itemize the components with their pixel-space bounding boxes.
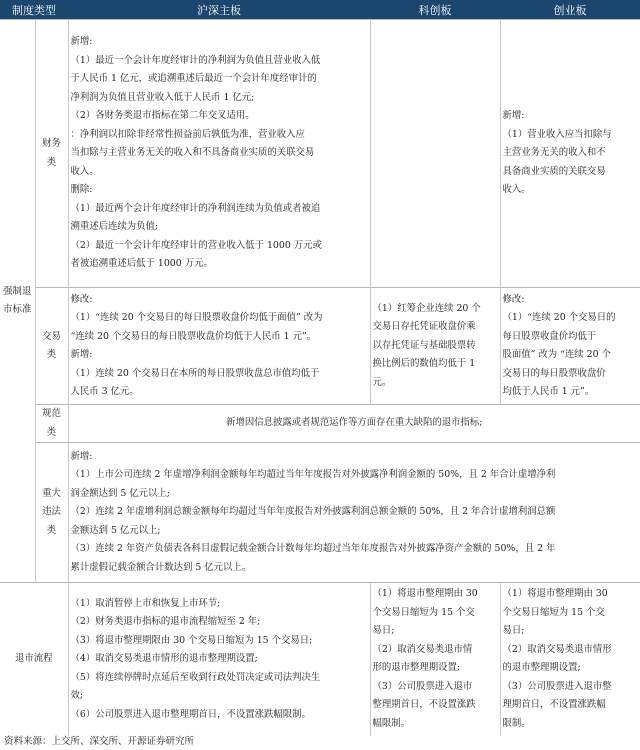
text-line: 交易日的每日股票收盘价 bbox=[502, 367, 606, 379]
trading-chinext bbox=[500, 288, 640, 405]
trading-star-market bbox=[370, 288, 500, 405]
text-line: 于人民币 1 亿元，或追溯重述后最近一个会计年度经审计的 bbox=[70, 73, 317, 85]
process-star-market bbox=[370, 583, 500, 736]
text-line: （3）公司股票进入退市 bbox=[372, 680, 473, 692]
text-line: 新增: bbox=[70, 349, 93, 360]
text-line: （1）将退市整理期由 30 bbox=[502, 588, 608, 600]
text-line: 均低于人民币 1 元”。 bbox=[502, 386, 595, 397]
text-line: （2）连续 2 年虚增利润总额金额每年均超过当年年度报告对外披露利润总额金额的 50%，且 2 年合计虚增利润总额 bbox=[70, 506, 556, 518]
process-chinext bbox=[500, 583, 640, 736]
text-line: 限制。 bbox=[502, 717, 531, 729]
text-line: 易日; bbox=[372, 625, 395, 637]
text-line: （1）“连续 20 个交易日的每日股票收盘价均低于面值” 改为 bbox=[70, 312, 323, 323]
header-star-market: 科创板 bbox=[370, 0, 500, 20]
text-line: 润金额达到 5 亿元以上; bbox=[70, 487, 170, 499]
text-line: 累计虚假记载金额合计数达到 5 亿元以上。 bbox=[70, 561, 252, 573]
text-line: 人民币 3 亿元。 bbox=[70, 386, 139, 397]
text-line: （1）将退市整理期由 30 bbox=[372, 588, 478, 600]
text-line: （1）红筹企业连续 20 个 bbox=[372, 302, 481, 314]
text-line: 主营业务无关的收入和不 bbox=[502, 147, 606, 159]
header-type: 制度类型 bbox=[0, 0, 68, 20]
text-line: 个交易日缩短为 15 个交 bbox=[502, 606, 605, 618]
row-compliance bbox=[0, 405, 640, 443]
text-line: 具备商业实质的关联交易 bbox=[502, 165, 606, 177]
row-illegal bbox=[0, 443, 640, 583]
text-line: （1）最近两个会计年度经审计的净利润连续为负值或者被追 bbox=[70, 202, 321, 214]
text-line: 修改: bbox=[502, 293, 525, 305]
text-line: 个交易日缩短为 15 个交 bbox=[372, 606, 475, 618]
text-line: 者被追溯重述后低于 1000 万元。 bbox=[70, 258, 213, 270]
row-financial bbox=[0, 20, 640, 288]
text-line: 金额达到 5 亿元以上; bbox=[70, 524, 161, 536]
text-line: 交易日存托凭证收盘价乘 bbox=[372, 321, 476, 333]
text-line: 净利润为负值且营业收入低于人民币 1 亿元; bbox=[70, 91, 255, 103]
text-line: 收入。 bbox=[502, 184, 531, 196]
text-line: （2）财务类退市指标的退市流程缩短至 2 年; bbox=[70, 616, 261, 627]
label-financial: 财务类 bbox=[35, 20, 68, 288]
text-line: ：净利润以扣除非经常性损益前后孰低为准，营业收入应 bbox=[70, 128, 305, 140]
text-line: 当扣除与主营业务无关的收入和不具备商业实质的关联交易 bbox=[70, 147, 315, 159]
text-line: 每日股票收盘价均低于 bbox=[502, 330, 597, 342]
trading-main-board bbox=[68, 288, 370, 405]
text-line: （6）公司股票进入退市整理期首日，不设置涨跌幅限制。 bbox=[70, 708, 311, 720]
text-line: （2）取消交易类退市情形 bbox=[502, 643, 612, 655]
header-chinext: 创业板 bbox=[500, 0, 640, 20]
financial-chinext bbox=[500, 20, 640, 288]
header-main-board: 沪深主板 bbox=[68, 0, 370, 20]
text-line: 修改: bbox=[70, 293, 93, 305]
text-line: 的退市整理期设置; bbox=[502, 662, 581, 674]
process-main-board bbox=[68, 583, 370, 736]
illegal-text bbox=[68, 443, 640, 583]
label-compliance: 规范类 bbox=[35, 405, 68, 443]
text-line: 收入。 bbox=[70, 165, 99, 177]
text-line: （1）营业收入应当扣除与 bbox=[502, 128, 612, 140]
text-line: “连续 20 个交易日的每日股票收盘价均低于人民币 1 元”。 bbox=[70, 330, 317, 342]
text-line: （1）连续 20 个交易日在本所的每日股票收盘总市值均低于 bbox=[70, 367, 320, 379]
category-strict: 强制退市标准 bbox=[0, 20, 35, 583]
text-line: 删除: bbox=[70, 184, 93, 196]
text-line: 换比例后的数值均低于 1 bbox=[372, 358, 476, 370]
text-line: （4）取消交易类退市情形的退市整理期设置; bbox=[70, 653, 258, 664]
text-line: （5）将连续停牌时点延后至收到行政处罚决定或司法判决生 bbox=[70, 671, 321, 683]
row-trading bbox=[0, 288, 640, 405]
text-line: 幅限制。 bbox=[372, 717, 411, 729]
text-line: （1）上市公司连续 2 年虚增净利润金额每年均超过当年年度报告对外披露净利润金额的 50%，且 2 年合计虚增净利 bbox=[70, 469, 556, 481]
financial-star-market bbox=[370, 20, 500, 288]
text-line: （3）公司股票进入退市整 bbox=[502, 680, 612, 692]
row-process bbox=[0, 583, 640, 736]
compliance-text: 新增因信息披露或者规范运作等方面存在重大缺陷的退市指标; bbox=[68, 405, 640, 443]
label-process: 退市流程 bbox=[0, 583, 68, 736]
text-line: 形的退市整理期设置; bbox=[372, 662, 461, 674]
text-line: （3）将退市整理期限由 30 个交易日缩短为 15 个交易日; bbox=[70, 634, 313, 646]
text-line: （1）最近一个会计年度经审计的净利润为负值且营业收入低 bbox=[70, 54, 321, 66]
text-line: （2）各财务类退市指标在第二年交叉适用。 bbox=[70, 110, 255, 122]
text-line: 整理期首日，不设置涨跌 bbox=[372, 699, 476, 711]
text-line: 新增: bbox=[70, 450, 93, 462]
text-line: 理期首日，不设置涨跌幅 bbox=[502, 699, 606, 711]
text-line: 元。 bbox=[372, 376, 392, 388]
text-line: （2）取消交易类退市情 bbox=[372, 643, 473, 655]
text-line: 新增: bbox=[502, 110, 525, 122]
text-line: 以存托凭证与基础股票转 bbox=[372, 339, 476, 351]
text-line: 易日; bbox=[502, 625, 525, 637]
text-line: （3）连续 2 年资产负债表各科目虚假记载金额合计数每年均超过当年年度报告对外披露净资产金额的 50%，且 2 年 bbox=[70, 543, 556, 555]
text-line: 溯重述后连续为负值; bbox=[70, 221, 159, 233]
text-line: （1）“连续 20 个交易日的 bbox=[502, 312, 616, 323]
source-note: 资料来源：上交所、深交所、开源证券研究所 bbox=[4, 736, 195, 747]
text-line: 效; bbox=[70, 690, 84, 701]
text-line: 新增: bbox=[70, 36, 93, 48]
text-line: 股面值” 改为 “连续 20 个 bbox=[502, 349, 611, 360]
text-line: （1）取消暂停上市和恢复上市环节; bbox=[70, 597, 221, 609]
text-line: （2）最近一个会计年度经审计的营业收入低于 1000 万元或 bbox=[70, 239, 322, 251]
financial-main-board bbox=[68, 20, 370, 288]
label-illegal: 重大违法类 bbox=[35, 443, 68, 583]
label-trading: 交易类 bbox=[35, 288, 68, 405]
table-header-row bbox=[0, 0, 640, 20]
